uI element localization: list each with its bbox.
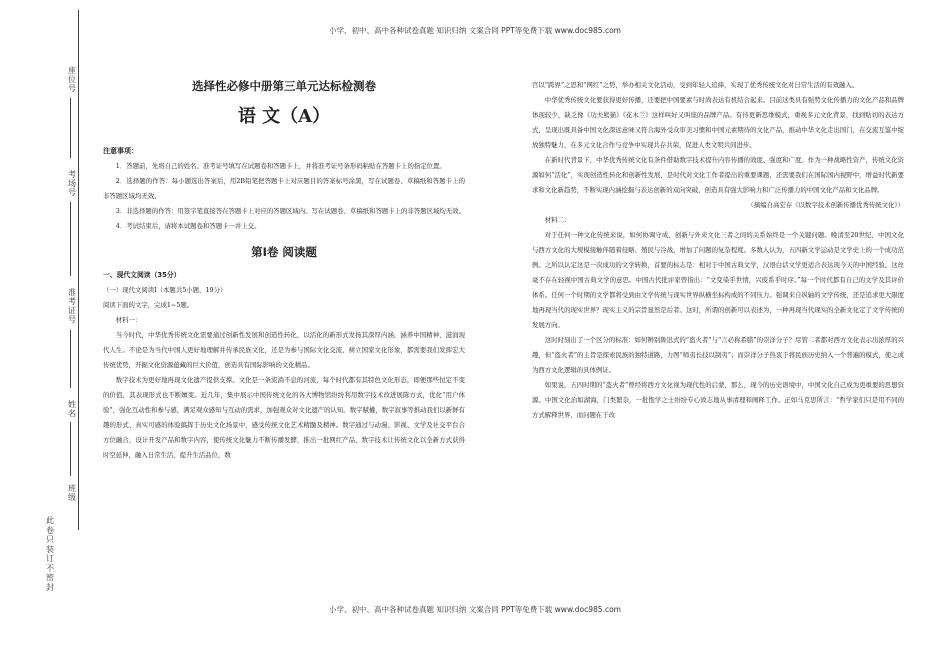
seal-notice: 此卷只装订不密封 [46, 516, 54, 592]
footer-banner: 小学、初中、高中各种试卷真题 知识归纳 文案合同 PPT等免费下载 www.doc985.com [329, 605, 621, 614]
notice-item: 2．选择题的作答：每小题选出答案后，用2B铅笔把答题卡上对应题目的答案标号涂黑，写在试题卷、草稿纸和答题卡上的非答题区域均无效。 [103, 177, 465, 200]
exam-title: 选择性必修中册第三单元达标检测卷 [192, 79, 376, 93]
left-column [103, 78, 465, 463]
source-note: （摘编自高宏存《以数字技术创新传播优秀传统文化》） [747, 201, 904, 209]
seat-number-label: 座位号 [68, 66, 76, 93]
material-two-label: 材料二： [544, 216, 571, 224]
admission-number-blank[interactable] [70, 330, 71, 388]
notice-item: 1．答题前，先将自己的姓名、准考证号填写在试题卷和答题卡上，并将准考证号条形码粘贴在答题卡上的指定位置。 [115, 162, 446, 170]
passage-paragraph: 如果说，五四时期的“盗火者”曾经将西方文化视为现代性的启蒙，那么，现今的历史语境中，中国文化自己成为更重要的思想资源。中国文化治如湖海，门类繁杂，一批饱学之士纷纷专心致志地从事清理和阐释工作。正如马克思所言：“哲学家们只是用不同的方式解释世界，而问题在于改 [532, 381, 904, 419]
passage-paragraph: 宫以“跨界”之思和“网红”之势，举办相关文化活动，受到年轻人追捧，实现了优秀传统文化对日常生活的有效融入。 [532, 81, 859, 89]
passage-paragraph: 在新时代背景下，中华优秀传统文化有条件借助数字技术提升内容传播的效度、强度和广度。作为一种战略性资产，传统文化资源如何“活化”，实现创造性转化和创新性发展，是时代对文化工作者提出的重要课题，还需要我们在国际国内视野中，增益时代新要求和文化新趋势，不断实现内涵挖掘与表达创新的双向突破，创造具有强大影响力和广泛传播力的中国文化产品和文化品牌。 [532, 156, 904, 194]
section-title: 第Ⅰ卷 阅读题 [251, 245, 317, 259]
notice-block [103, 144, 465, 234]
class-label: 班级 [68, 484, 76, 502]
exam-room-blank[interactable] [70, 202, 71, 276]
sub-heading: （一）现代文阅读Ⅰ（本题共5小题，19分） [103, 286, 227, 294]
notice-item: 3．非选择题的作答：用签字笔直接答在答题卡上对应的答题区域内。写在试题卷、草稿纸和答题卡上的非答题区域均无效。 [115, 207, 465, 215]
notice-item: 4．考试结束后，请将本试题卷和答题卡一并上交。 [115, 222, 261, 230]
instruction: 阅读下面的文字，完成1~5题。 [103, 301, 194, 309]
passage-paragraph: 数字技术为更好地再现文化遗产提供支撑。文化是一条流淌不息的河流，每个时代都有其特色文化形态，即便那些恒定不变的价值，其表现形式也不断嬗变。近几年，集中展示中国传统文化的各大博物馆纷纷利用数字技术改进展陈方式，优化“用户体验”，强化互动性和参与感，满足观众感知与互动的需求，加强观众对文化遗产的认知。数字賦權，数字叙事等推动我们以新鲜有趣的形式、真实可感的体验搞挥于历史文化场景中，感受传统文化艺术精髓及精神。数字通过与动漫、影视、文学及社交平台合方位融合，设计开发产品和数字内容，使传统文化魅力不断传播发酵，推出一批网红产品，数字技术让传统文化以全新方式获得时空延伸，融入日常生活，提升生活品位，数 [103, 376, 465, 459]
admission-number-label: 准考证号 [68, 288, 76, 324]
name-label: 姓名 [68, 400, 76, 418]
header-banner: 小学、初中、高中各种试卷真题 知识归纳 文案合同 PPT等免费下载 www.doc985.com [329, 26, 621, 35]
binding-line [78, 10, 79, 530]
exam-subject: 语 文（A） [237, 106, 331, 127]
passage-paragraph: 中华优秀传统文化要获得更好传播，还要把中国要素与时尚表达有机结合起来。目前这类具有强势文化传播力的文化产品和品牌体现较少，缺乏像《功夫熊猫》《花木兰》这样叫好又叫座的品牌产品。有待更新思维模式，重视多元文化背景，找到贴切的表达方式，呈现出既具备中国文化深远意味又符合海外受众审美习惯和中国元素期待的文化产品，推动中华文化走出国门，在交流互鉴中绽放独特魅力，在多元文化合作与竞争中实现共存共荣，促进人类文明共同进步。 [532, 96, 904, 149]
passage-paragraph: 这时时刻出了一个区分的标准：如何辨别鲁迅式的“盗火者”与“言必称希腊”的崇洋分子？尽管二者都对西方文化表示出浓厚的兴趣，但“盗火者”的主旨是探索民族的独特道路，力图“师夷长技以制夷”；而崇洋分子热衷于将民族历史纳入一个普遍的模式，使之成为西方文化逻辑的具体例证。 [532, 336, 904, 374]
passage-paragraph: 当今时代，中华优秀传统文化需要通过创新性发展和创造性转化，以活化的新形式发扬其深厚内涵，涵养中国精神，滋润现代人生。不论是为当代中国人更好地理解并传承民族文化，还是为参与国际文化交流、树立国家文化形象，都需要我们发挥宏大传统优势，开掘文化资源蕴藏的巨大价值，创造具有国际影响的文化精品。 [103, 331, 465, 369]
notice-heading: 注意事项： [103, 147, 138, 155]
seat-number-blank[interactable] [70, 98, 71, 158]
name-blank[interactable] [70, 422, 71, 476]
passage-paragraph: 对于任何一种文化传统来说，如何协调守成、创新与外来文化三者之间的关系始终是一个关键问题。晚清至20世纪，中国文化与西方文化的大规模接触伴随着侵略、殖民与冷战，增加了问题的复杂程度。多数人认为，五四新文学运动是文学史上的一个成功范例。之所以认定这是一次成功的文学转换，首要的标志是：相对于中国古典文学，汉语白话文学更适合表达现今天的中国经验。这丝毫不存在轻视中国古典文学的意思。中国古代批评家曾指出：“文变染乎世情，兴废系乎时序。”每一个时代都有自己的文学及其评价体系。任何一个时期的文学都将受到由文学传统与现实世界纵横坐标构成的不同压力。强调来自纵轴的文学传统，还是追求更大限度地再现当代的现实世界？现实主义的宗旨显然是后者。这时，所谓的创新可以表述为，一种再现当代现实的全新文化定了文学传统的发展方向。 [532, 231, 904, 329]
right-column [532, 78, 904, 423]
exam-room-label: 考场号 [68, 170, 76, 197]
material-one-label: 材料一： [115, 316, 142, 324]
part-heading: 一、现代文阅读（35分） [103, 271, 181, 279]
